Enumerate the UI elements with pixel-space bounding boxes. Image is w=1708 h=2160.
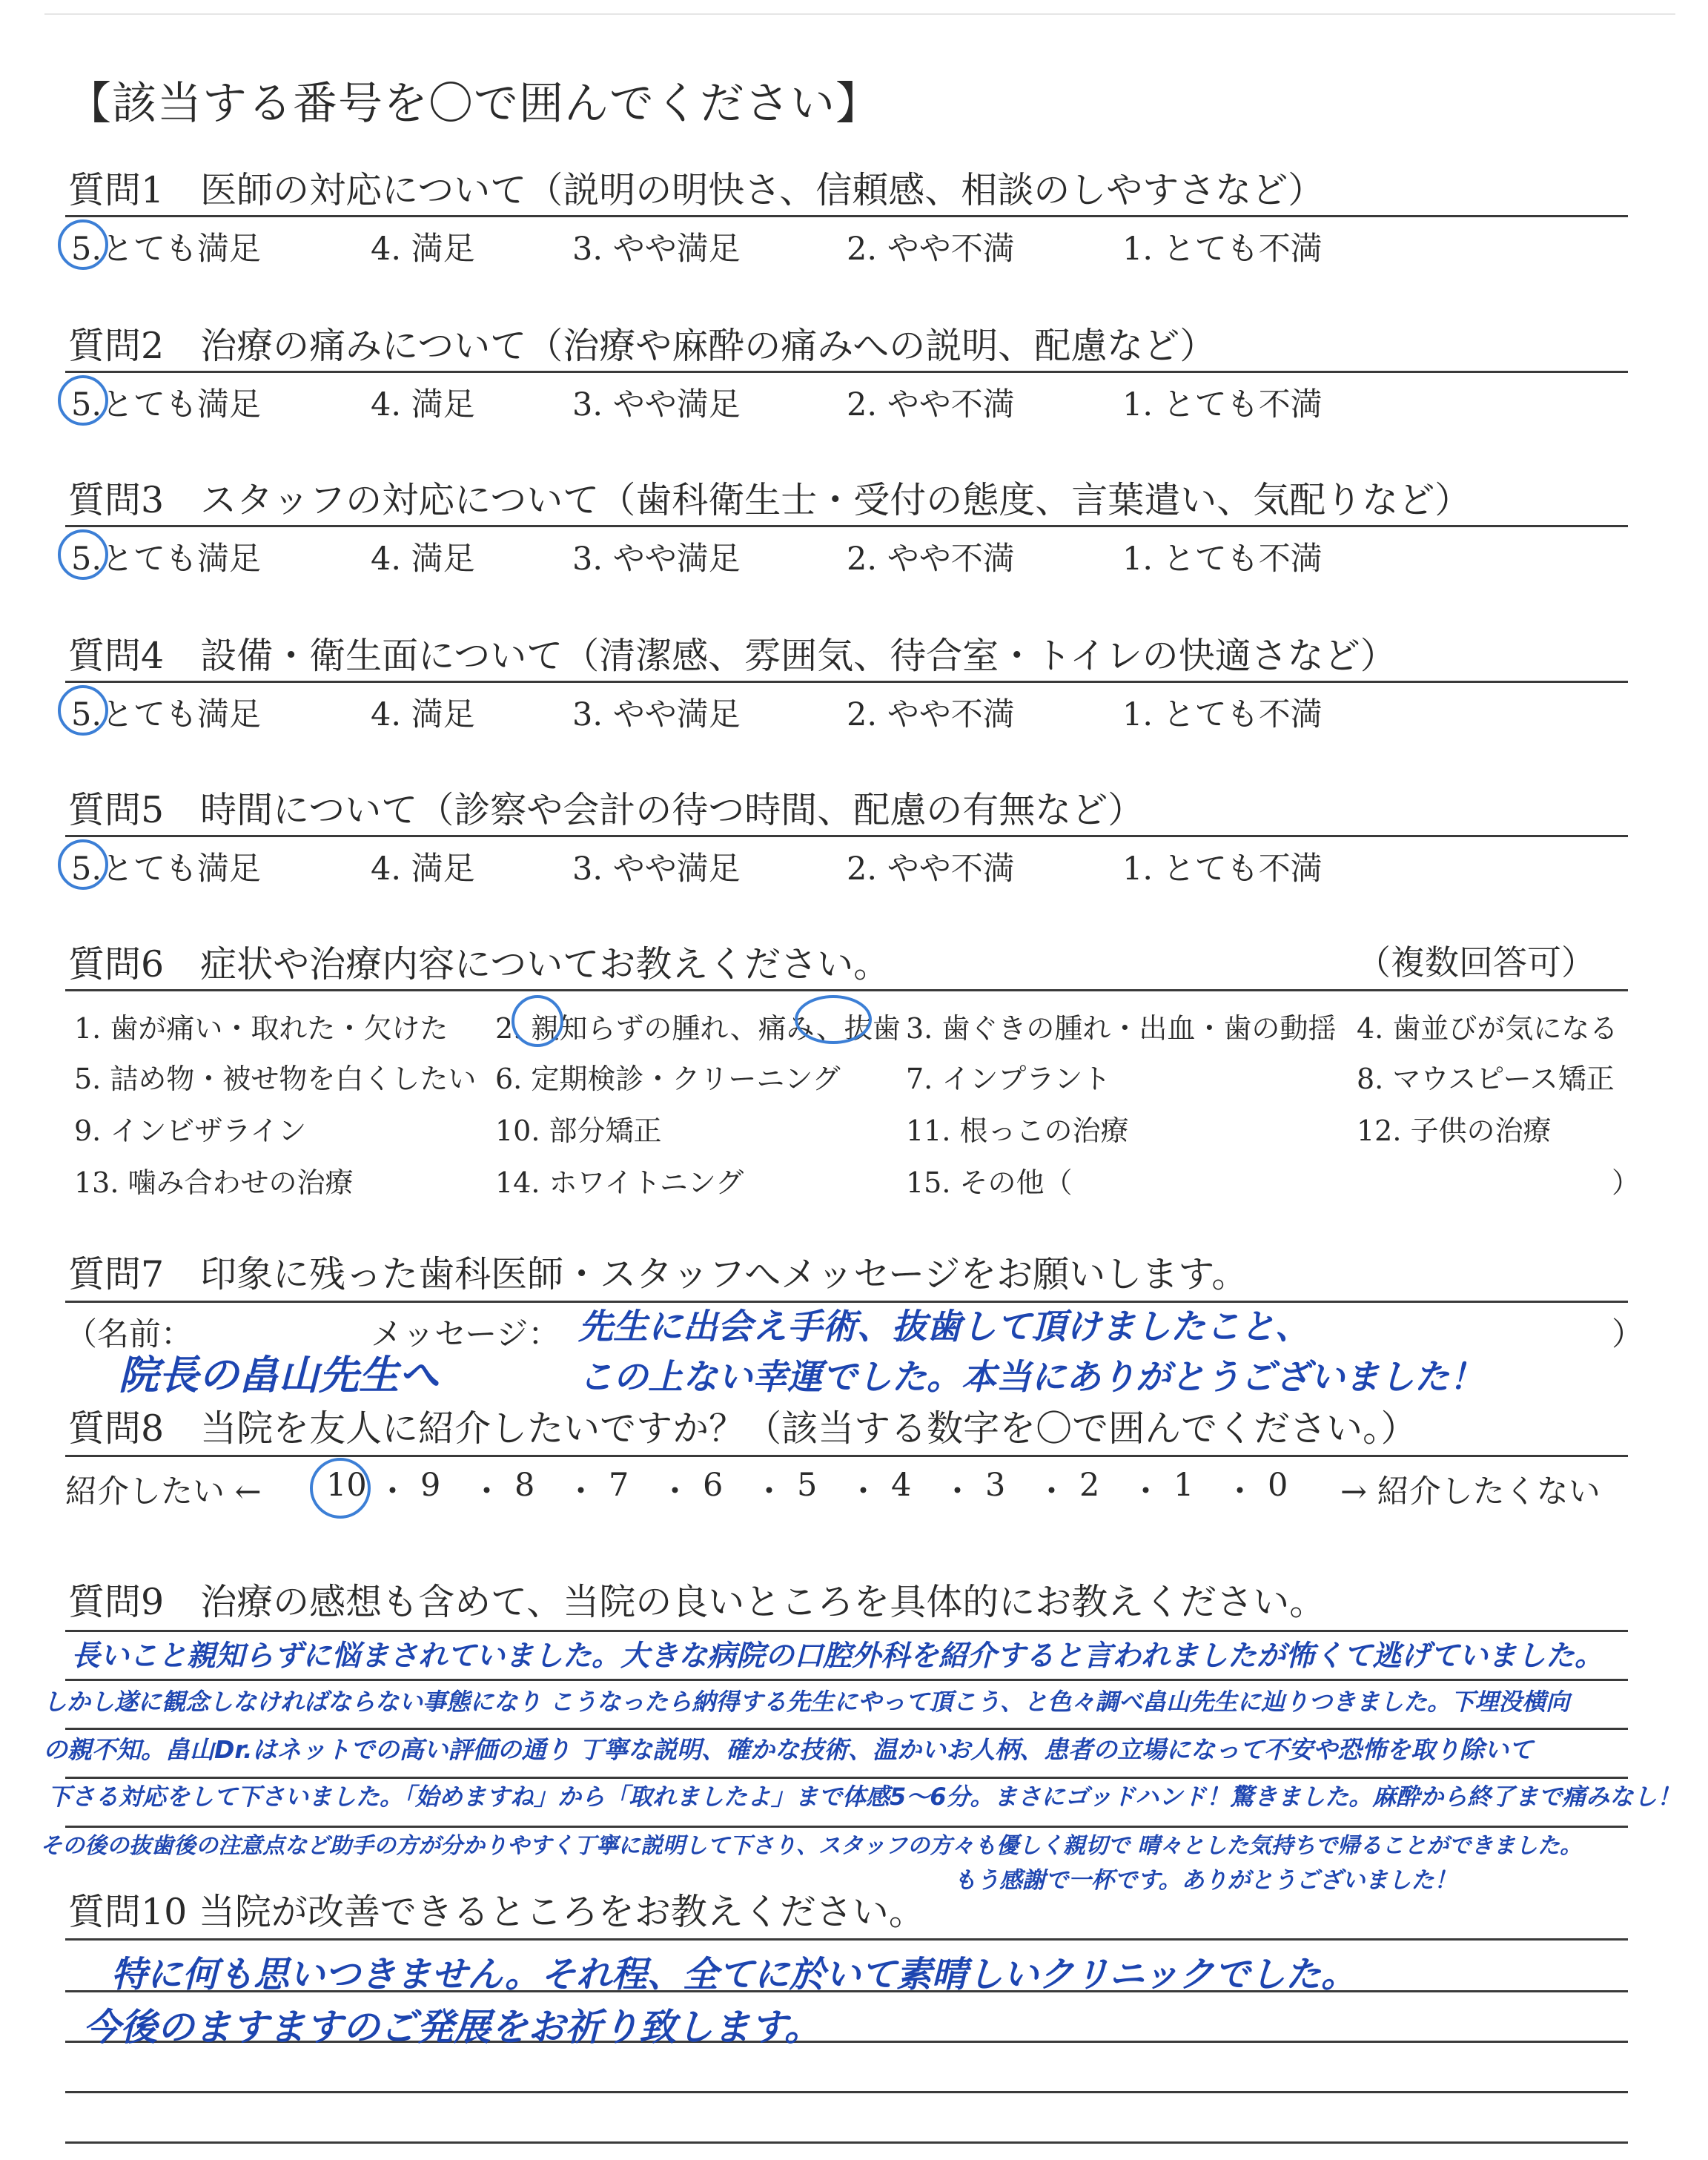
q8-selected-circle <box>310 1458 371 1519</box>
q8-scale-value[interactable]: 7 <box>609 1467 629 1504</box>
page-title: 【該当する番号を〇で囲んでください】 <box>67 78 881 130</box>
q6-option[interactable]: 2. 親知らずの腫れ、痛み、抜歯 <box>495 1012 901 1045</box>
rating-rule <box>65 835 1628 837</box>
q7-close-paren: ） <box>1612 1316 1644 1353</box>
top-edge <box>44 13 1675 15</box>
rating-option[interactable]: 4. 満足 <box>371 386 475 423</box>
rating-rule <box>65 371 1628 373</box>
q6-rule <box>65 989 1628 991</box>
q6-option[interactable]: 13. 噛み合わせの治療 <box>74 1166 354 1199</box>
q8-question: 質問8 当院を友人に紹介したいですか？（該当する数字を〇で囲んでください。） <box>68 1407 1417 1450</box>
rating-option[interactable]: 3. やや満足 <box>572 851 741 888</box>
q10-rule <box>65 2091 1628 2093</box>
q6-option[interactable]: 6. 定期検診・クリーニング <box>495 1063 841 1095</box>
rating-question: 質問4 設備・衛生面について（清潔感、雰囲気、待合室・トイレの快適さなど） <box>68 635 1397 677</box>
q9-rule <box>65 1630 1628 1632</box>
rating-question: 質問2 治療の痛みについて（治療や麻酔の痛みへの説明、配慮など） <box>68 325 1217 367</box>
q8-scale-value[interactable]: 9 <box>420 1467 441 1504</box>
rating-selected-circle <box>58 839 108 890</box>
rating-option[interactable]: 2. やや不満 <box>847 386 1015 423</box>
q8-scale-value[interactable]: 4 <box>891 1467 912 1504</box>
rating-option[interactable]: 3. やや満足 <box>572 386 741 423</box>
q6-option[interactable]: 9. インビザライン <box>74 1114 307 1147</box>
rating-option[interactable]: 5.とても満足 <box>71 851 262 888</box>
q8-separator: ・ <box>847 1473 879 1510</box>
rating-option[interactable]: 1. とても不満 <box>1122 386 1323 423</box>
q8-scale-value[interactable]: 1 <box>1174 1467 1194 1504</box>
q6-option[interactable]: 10. 部分矯正 <box>495 1114 662 1147</box>
q8-scale-value[interactable]: 8 <box>514 1467 535 1504</box>
rating-rule <box>65 215 1628 217</box>
q9-answer-line: その後の抜歯後の注意点など助手の方が分かりやすく丁寧に説明して下さり、スタッフの方々も優しく親切で 晴々とした気持ちで帰ることができました。 <box>40 1833 1583 1859</box>
rating-option[interactable]: 5.とても満足 <box>71 696 262 733</box>
q10-rule <box>65 1938 1628 1941</box>
q8-separator: ・ <box>659 1473 691 1510</box>
q8-scale-value[interactable]: 3 <box>985 1467 1006 1504</box>
q9-question: 質問9 治療の感想も含めて、当院の良いところを具体的にお教えください。 <box>68 1581 1326 1623</box>
q6-selected-circle-extraction <box>795 995 872 1044</box>
rating-option[interactable]: 4. 満足 <box>371 851 475 888</box>
q6-option[interactable]: 5. 詰め物・被せ物を白くしたい <box>74 1063 477 1095</box>
q8-rule <box>65 1455 1628 1457</box>
q6-question: 質問6 症状や治療内容についてお教えください。 <box>68 943 890 985</box>
rating-question: 質問5 時間について（診察や会計の待つ時間、配慮の有無など） <box>68 789 1145 831</box>
rating-option[interactable]: 4. 満足 <box>371 231 475 268</box>
q8-scale-value[interactable]: 2 <box>1079 1467 1100 1504</box>
rating-option[interactable]: 2. やや不満 <box>847 851 1015 888</box>
q9-answer-line: もう感謝で一杯です。ありがとうございました！ <box>953 1867 1457 1894</box>
q6-option[interactable]: 11. 根っこの治療 <box>906 1114 1129 1147</box>
rating-question: 質問3 スタッフの対応について（歯科衛生士・受付の態度、言葉遣い、気配りなど） <box>68 479 1472 521</box>
rating-option[interactable]: 1. とても不満 <box>1122 231 1323 268</box>
q6-option[interactable]: 14. ホワイトニング <box>495 1166 744 1199</box>
q6-option[interactable]: 3. 歯ぐきの腫れ・出血・歯の動揺 <box>906 1012 1337 1045</box>
q8-separator: ・ <box>1130 1473 1162 1510</box>
q6-option[interactable]: 1. 歯が痛い・取れた・欠けた <box>74 1012 448 1045</box>
q8-separator: ・ <box>471 1473 503 1510</box>
q6-option[interactable]: 8. マウスピース矯正 <box>1357 1063 1615 1095</box>
q6-note: （複数回答可） <box>1357 942 1595 982</box>
q7-message-label: メッセージ： <box>371 1316 560 1353</box>
rating-option[interactable]: 2. やや不満 <box>847 541 1015 578</box>
q8-scale-value[interactable]: 0 <box>1268 1467 1288 1504</box>
rating-selected-circle <box>58 219 108 270</box>
q7-question: 質問7 印象に残った歯科医師・スタッフへメッセージをお願いします。 <box>68 1253 1248 1295</box>
rating-option[interactable]: 5.とても満足 <box>71 541 262 578</box>
q10-answer-line: 今後のますますのご発展をお祈り致します。 <box>83 2006 821 2049</box>
q7-name-label: （名前： <box>65 1316 193 1353</box>
q8-left-label: 紹介したい ← <box>65 1473 262 1510</box>
q8-separator: ・ <box>753 1473 785 1510</box>
rating-option[interactable]: 1. とても不満 <box>1122 696 1323 733</box>
rating-option[interactable]: 2. やや不満 <box>847 231 1015 268</box>
q9-answer-line: 下さる対応をして下さいました。「始めますね」から「取れましたよ」まで体感5〜6分。まさにゴッドハンド！驚きました。麻酔から終了まで痛みなし！ <box>47 1783 1681 1811</box>
rating-option[interactable]: 1. とても不満 <box>1122 851 1323 888</box>
rating-selected-circle <box>58 529 108 580</box>
rating-option[interactable]: 5.とても満足 <box>71 386 262 423</box>
q8-separator: ・ <box>377 1473 408 1510</box>
q8-separator: ・ <box>1036 1473 1068 1510</box>
q9-answer-line: しかし遂に観念しなければならない事態になり こうなったら納得する先生にやって頂こう、と色々調べ畠山先生に辿りつきました。下埋没横向 <box>43 1688 1570 1716</box>
rating-option[interactable]: 5.とても満足 <box>71 231 262 268</box>
rating-option[interactable]: 2. やや不満 <box>847 696 1015 733</box>
q10-answer-line: 特に何も思いつきません。それ程、全てに於いて素晴しいクリニックでした。 <box>111 1954 1357 1995</box>
q9-answer-line: 長いこと親知らずに悩まされていました。大きな病院の口腔外科を紹介すると言われましたが怖くて逃げていました。 <box>71 1639 1604 1673</box>
q8-scale-value[interactable]: 6 <box>703 1467 724 1504</box>
q8-separator: ・ <box>941 1473 973 1510</box>
rating-rule <box>65 681 1628 683</box>
q6-option[interactable]: 12. 子供の治療 <box>1357 1114 1552 1147</box>
rating-option[interactable]: 1. とても不満 <box>1122 541 1323 578</box>
q10-rule <box>65 2141 1628 2144</box>
rating-rule <box>65 525 1628 527</box>
rating-option[interactable]: 3. やや満足 <box>572 231 741 268</box>
q6-option[interactable]: 4. 歯並びが気になる <box>1357 1012 1618 1045</box>
q10-question: 質問10 当院が改善できるところをお教えください。 <box>68 1891 925 1933</box>
rating-selected-circle <box>58 685 108 736</box>
q7-name-value: 院長の畠山先生へ <box>119 1352 439 1398</box>
q7-message-line: 先生に出会え手術、抜歯して頂けましたこと、 <box>578 1307 1310 1347</box>
q9-rule <box>65 1679 1628 1681</box>
rating-option[interactable]: 3. やや満足 <box>572 696 741 733</box>
q8-separator: ・ <box>1224 1473 1256 1510</box>
q7-message-line: この上ない幸運でした。本当にありがとうございました！ <box>578 1357 1484 1398</box>
rating-option[interactable]: 4. 満足 <box>371 696 475 733</box>
q6-close-paren: ） <box>1612 1166 1641 1199</box>
rating-option[interactable]: 3. やや満足 <box>572 541 741 578</box>
q8-separator: ・ <box>565 1473 597 1510</box>
q6-option[interactable]: 7. インプラント <box>906 1063 1111 1095</box>
rating-selected-circle <box>58 375 108 426</box>
rating-question: 質問1 医師の対応について（説明の明快さ、信頼感、相談のしやすさなど） <box>68 169 1325 211</box>
q6-selected-circle-2 <box>512 995 563 1047</box>
q9-rule <box>65 1728 1628 1730</box>
q8-right-label: → 紹介したくない <box>1340 1473 1601 1510</box>
q6-option[interactable]: 15. その他（ <box>906 1166 1073 1199</box>
q8-scale-value[interactable]: 5 <box>797 1467 818 1504</box>
rating-option[interactable]: 4. 満足 <box>371 541 475 578</box>
q9-answer-line: の親不知。畠山Dr.はネットでの高い評価の通り 丁寧な説明、確かな技術、温かいお人柄、患者の立場になって不安や恐怖を取り除いて <box>43 1735 1533 1764</box>
q8-scale-value[interactable]: 10 <box>326 1467 367 1504</box>
